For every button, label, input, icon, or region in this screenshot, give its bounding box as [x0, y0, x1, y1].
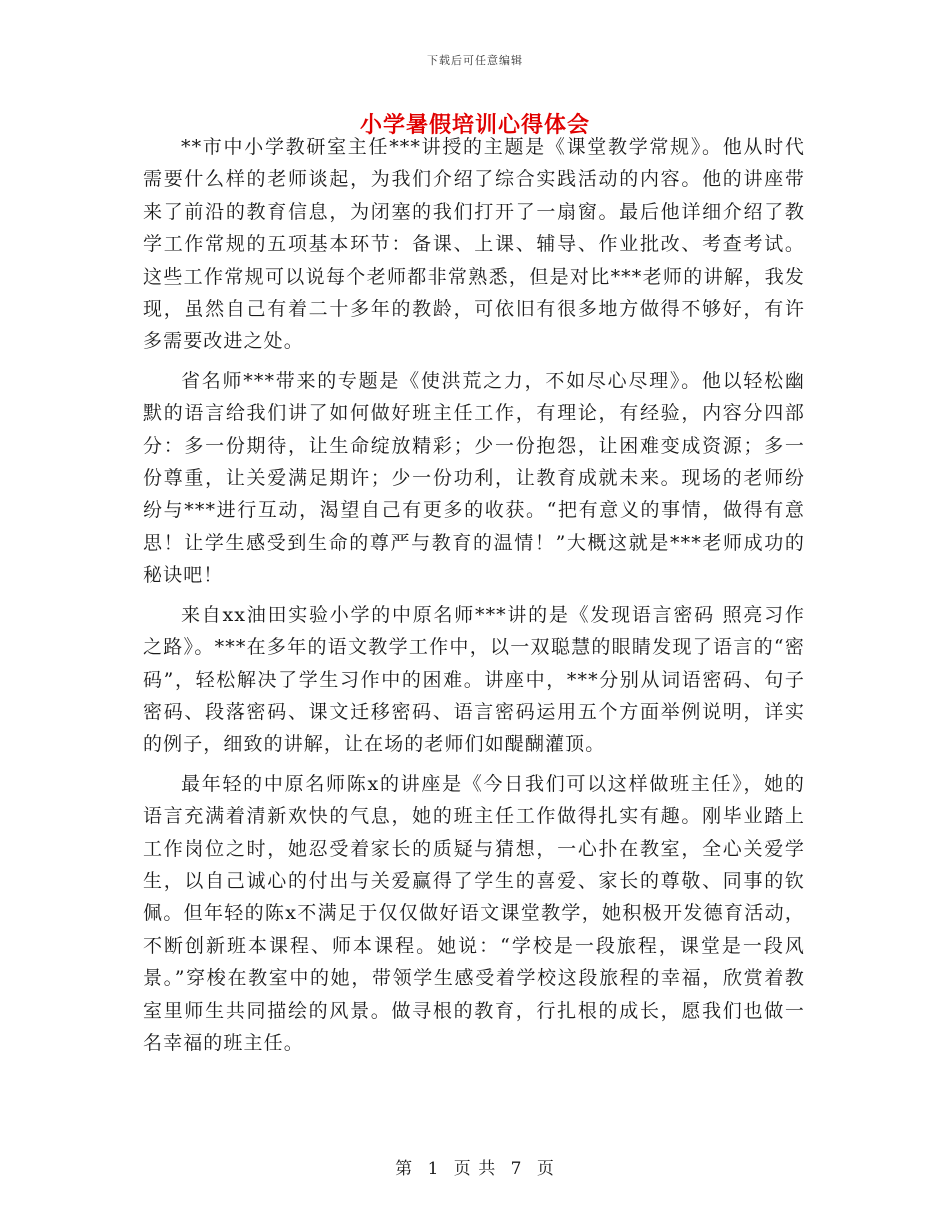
page-suffix: 页 [536, 1159, 555, 1179]
total-pages: 7 [510, 1159, 523, 1179]
document-title: 小学暑假培训心得体会 [359, 112, 590, 138]
document-body [143, 131, 805, 1066]
page-of-label: 页 共 [453, 1159, 497, 1179]
page-number: 1 [427, 1159, 440, 1179]
paragraph-2: 省名师***带来的专题是《使洪荒之力，不如尽心尽理》。他以轻松幽默的语言给我们讲了如何做好班主任工作，有理论，有经验，内容分四部分：多一份期待，让生命绽放精彩；少一份抱怨，让困难变成资源；多一份尊重，让关爱满足期许；少一份功利，让教育成就未来。现场的老师纷纷与***进行互动，渴望自己有更多的收获。“把有意义的事情，做得有意思！让学生感受到生命的尊严与教育的温情！”大概这就是***老师成功的秘诀吧！ [143, 369, 805, 587]
paragraph-3: 来自xx油田实验小学的中原名师***讲的是《发现语言密码 照亮习作之路》。***在多年的语文教学工作中，以一双聪慧的眼睛发现了语言的“密码”，轻松解决了学生习作中的困难。讲座中，***分别从词语密码、句子密码、段落密码、课文迁移密码、语言密码运用五个方面举例说明，详实的例子，细致的讲解，让在场的老师们如醍醐灌顶。 [143, 603, 805, 756]
page-prefix: 第 [395, 1159, 414, 1179]
header-note: 下载后可任意编辑 [427, 54, 523, 67]
paragraph-1: **市中小学教研室主任***讲授的主题是《课堂教学常规》。他从时代需要什么样的老师谈起，为我们介绍了综合实践活动的内容。他的讲座带来了前沿的教育信息，为闭塞的我们打开了一扇窗。最后他详细介绍了教学工作常规的五项基本环节：备课、上课、辅导、作业批改、考查考试。这些工作常规可以说每个老师都非常熟悉，但是对比***老师的讲解，我发现，虽然自己有着二十多年的教龄，可依旧有很多地方做得不够好，有许多需要改进之处。 [143, 136, 805, 353]
page-footer [0, 1154, 950, 1179]
paragraph-4: 最年轻的中原名师陈x的讲座是《今日我们可以这样做班主任》，她的语言充满着清新欢快的气息，她的班主任工作做得扎实有趣。刚毕业踏上工作岗位之时，她忍受着家长的质疑与猜想，一心扑在教室，全心关爱学生，以自己诚心的付出与关爱赢得了学生的喜爱、家长的尊敬、同事的钦佩。但年轻的陈x不满足于仅仅做好语文课堂教学，她积极开发德育活动，不断创新班本课程、师本课程。她说：“学校是一段旅程，课堂是一段风景。”穿梭在教室中的她，带领学生感受着学校这段旅程的幸福，欣赏着教室里师生共同描绘的风景。做寻根的教育，行扎根的成长，愿我们也做一名幸福的班主任。 [143, 772, 805, 1054]
